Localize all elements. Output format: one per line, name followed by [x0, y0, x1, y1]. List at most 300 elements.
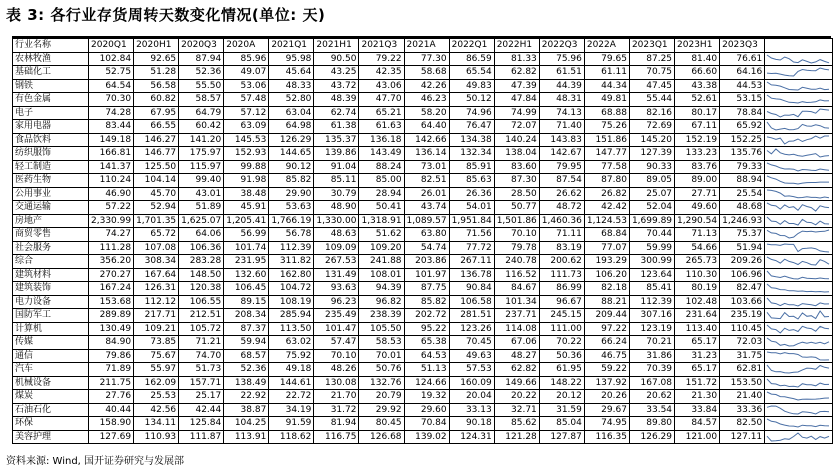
table-cell: 97.22: [584, 322, 629, 336]
table-cell: 86.99: [539, 282, 584, 296]
table-cell: 74.28: [89, 106, 134, 120]
industry-name: 食品饮料: [13, 133, 89, 147]
table-cell: 70.22: [539, 336, 584, 350]
table-cell: 83.76: [675, 160, 720, 174]
table-cell: 193.29: [584, 255, 629, 269]
sparkline-line: [767, 298, 829, 306]
sparkline-line: [767, 392, 829, 400]
table-cell: 141.37: [89, 160, 134, 174]
table-cell: 64.16: [720, 66, 765, 80]
table-cell: 85.41: [629, 282, 674, 296]
table-cell: 21.40: [720, 390, 765, 404]
table-cell: 1,501.86: [494, 214, 539, 228]
industry-name: 钢铁: [13, 79, 89, 93]
sparkline-cell: [765, 376, 833, 390]
table-cell: 136.18: [359, 133, 404, 147]
table-cell: 48.90: [314, 201, 359, 215]
table-cell: 52.04: [629, 201, 674, 215]
table-cell: 96.23: [314, 295, 359, 309]
table-cell: 245.15: [539, 309, 584, 323]
industry-name: 商贸零售: [13, 228, 89, 242]
table-cell: 33.36: [720, 403, 765, 417]
table-cell: 85.82: [404, 295, 449, 309]
table-cell: 43.74: [404, 201, 449, 215]
table-cell: 99.88: [224, 160, 269, 174]
sparkline-cell: [765, 282, 833, 296]
table-row: [13, 376, 833, 390]
table-cell: 110.30: [675, 268, 720, 282]
table-cell: 1,089.57: [404, 214, 449, 228]
table-cell: 240.78: [494, 255, 539, 269]
table-cell: 90.50: [314, 52, 359, 66]
table-cell: 82.18: [584, 282, 629, 296]
table-cell: 144.61: [269, 376, 314, 390]
table-cell: 137.92: [584, 376, 629, 390]
table-cell: 285.94: [269, 309, 314, 323]
table-cell: 28.94: [359, 187, 404, 201]
sparkline: [765, 134, 831, 146]
table-row: [13, 201, 833, 215]
table-cell: 265.73: [675, 255, 720, 269]
table-cell: 45.70: [134, 187, 179, 201]
table-cell: 93.63: [314, 282, 359, 296]
table-row: [13, 133, 833, 147]
table-cell: 77.30: [404, 52, 449, 66]
table-cell: 111.28: [89, 241, 134, 255]
table-cell: 143.49: [359, 147, 404, 161]
sparkline-line: [767, 244, 829, 252]
header-period: 2022Q3: [539, 39, 584, 53]
table-cell: 26.36: [449, 187, 494, 201]
table-cell: 58.53: [359, 336, 404, 350]
table-cell: 85.11: [314, 174, 359, 188]
sparkline-cell: [765, 174, 833, 188]
sparkline: [765, 296, 831, 308]
table-cell: 114.08: [494, 322, 539, 336]
sparkline-line: [767, 271, 829, 279]
table-cell: 111.87: [179, 430, 224, 444]
table-cell: 60.82: [134, 93, 179, 107]
sparkline-line: [767, 163, 829, 171]
table-cell: 65.72: [134, 228, 179, 242]
table-row: [13, 363, 833, 377]
source-note: 资料来源: Wind, 国开证券研究与发展部: [6, 456, 185, 467]
table-cell: 59.94: [224, 336, 269, 350]
table-cell: 22.92: [224, 390, 269, 404]
sparkline: [765, 269, 831, 281]
table-cell: 130.49: [89, 322, 134, 336]
table-cell: 1,205.41: [224, 214, 269, 228]
table-row: [13, 241, 833, 255]
table-cell: 96.67: [539, 295, 584, 309]
table-cell: 54.66: [675, 241, 720, 255]
table-cell: 64.53: [404, 349, 449, 363]
table-cell: 33.13: [449, 403, 494, 417]
table-cell: 42.44: [179, 403, 224, 417]
table-cell: 202.72: [404, 309, 449, 323]
table-cell: 74.99: [494, 106, 539, 120]
table-cell: 58.20: [404, 106, 449, 120]
table-cell: 81.94: [314, 417, 359, 431]
table-cell: 88.24: [359, 160, 404, 174]
table-cell: 138.04: [494, 147, 539, 161]
table-cell: 51.28: [134, 66, 179, 80]
table-cell: 167.08: [629, 376, 674, 390]
sparkline-line: [767, 95, 829, 103]
table-cell: 85.00: [359, 174, 404, 188]
table-cell: 50.77: [494, 201, 539, 215]
header-period: 2020H1: [134, 39, 179, 53]
table-cell: 75.67: [134, 349, 179, 363]
table-cell: 70.21: [629, 336, 674, 350]
table-row: [13, 268, 833, 282]
table-cell: 56.99: [224, 228, 269, 242]
header-period: 2020A: [224, 39, 269, 53]
table-cell: 62.74: [314, 106, 359, 120]
table-cell: 74.27: [89, 228, 134, 242]
header-period: 2021Q3: [359, 39, 404, 53]
table-cell: 99.40: [179, 174, 224, 188]
table-cell: 30.79: [314, 187, 359, 201]
table-row: [13, 187, 833, 201]
table-cell: 72.69: [629, 120, 674, 134]
table-cell: 167.24: [89, 282, 134, 296]
table-cell: 33.54: [629, 403, 674, 417]
table-cell: 126.29: [269, 133, 314, 147]
header-period: 2021Q1: [269, 39, 314, 53]
table-cell: 104.14: [134, 174, 179, 188]
industry-name: 交通运输: [13, 201, 89, 215]
sparkline-cell: [765, 147, 833, 161]
table-cell: 56.58: [134, 79, 179, 93]
sparkline-line: [767, 217, 829, 225]
table-cell: 127.11: [720, 430, 765, 444]
table-cell: 300.99: [629, 255, 674, 269]
table-cell: 212.51: [179, 309, 224, 323]
table-cell: 152.25: [720, 133, 765, 147]
sparkline: [765, 201, 831, 213]
table-cell: 50.12: [449, 93, 494, 107]
table-cell: 26.62: [539, 187, 584, 201]
table-cell: 60.42: [179, 120, 224, 134]
table-cell: 44.34: [584, 79, 629, 93]
table-cell: 139.86: [314, 147, 359, 161]
table-cell: 68.88: [584, 106, 629, 120]
table-cell: 115.97: [179, 160, 224, 174]
table-cell: 85.62: [494, 417, 539, 431]
table-cell: 111.00: [539, 322, 584, 336]
table-row: [13, 403, 833, 417]
industry-name: 综合: [13, 255, 89, 269]
table-cell: 84.67: [494, 282, 539, 296]
table-cell: 57.53: [449, 363, 494, 377]
sparkline: [765, 93, 831, 105]
table-cell: 116.52: [494, 268, 539, 282]
sparkline: [765, 80, 831, 92]
table-cell: 20.22: [494, 390, 539, 404]
sparkline-cell: [765, 79, 833, 93]
table-cell: 43.01: [179, 187, 224, 201]
table-cell: 142.66: [404, 133, 449, 147]
table-cell: 89.80: [629, 417, 674, 431]
table-cell: 48.31: [539, 93, 584, 107]
table-cell: 58.57: [179, 93, 224, 107]
table-row: [13, 93, 833, 107]
table-cell: 49.63: [449, 349, 494, 363]
table-cell: 77.58: [584, 160, 629, 174]
table-cell: 48.63: [314, 228, 359, 242]
table-cell: 1,124.53: [584, 214, 629, 228]
table-cell: 136.14: [404, 147, 449, 161]
table-cell: 48.39: [314, 93, 359, 107]
table-cell: 51.13: [404, 363, 449, 377]
table-cell: 63.02: [269, 336, 314, 350]
table-cell: 90.33: [629, 160, 674, 174]
table-cell: 112.39: [269, 241, 314, 255]
table-cell: 55.44: [629, 93, 674, 107]
sparkline-cell: [765, 295, 833, 309]
table-cell: 65.17: [675, 363, 720, 377]
sparkline-cell: [765, 430, 833, 444]
table-cell: 118.62: [269, 430, 314, 444]
table-cell: 101.34: [494, 295, 539, 309]
table-cell: 70.10: [314, 349, 359, 363]
sparkline-line: [767, 257, 829, 265]
table-cell: 121.28: [494, 430, 539, 444]
table-cell: 70.44: [629, 228, 674, 242]
table-cell: 126.29: [629, 430, 674, 444]
table-cell: 106.55: [179, 295, 224, 309]
sparkline-line: [767, 379, 829, 387]
table-cell: 101.47: [314, 322, 359, 336]
table-cell: 71.40: [539, 120, 584, 134]
table-cell: 45.91: [224, 201, 269, 215]
table-cell: 62.82: [494, 66, 539, 80]
table-cell: 109.21: [134, 322, 179, 336]
inventory-days-table: [12, 38, 833, 444]
sparkline-cell: [765, 403, 833, 417]
table-cell: 149.66: [494, 376, 539, 390]
table-cell: 63.80: [404, 228, 449, 242]
sparkline-cell: [765, 106, 833, 120]
table-cell: 77.72: [449, 241, 494, 255]
sparkline-cell: [765, 363, 833, 377]
table-cell: 209.26: [720, 255, 765, 269]
sparkline-line: [767, 82, 829, 90]
header-industry: 行业名称: [13, 39, 89, 53]
table-cell: 270.27: [89, 268, 134, 282]
table-cell: 21.30: [675, 390, 720, 404]
table-cell: 89.00: [675, 174, 720, 188]
table-cell: 106.58: [449, 295, 494, 309]
table-cell: 106.45: [224, 282, 269, 296]
table-row: [13, 79, 833, 93]
table-cell: 26.01: [404, 187, 449, 201]
table-cell: 110.93: [134, 430, 179, 444]
table-cell: 92.65: [134, 52, 179, 66]
table-cell: 52.36: [224, 363, 269, 377]
industry-name: 医药生物: [13, 174, 89, 188]
table-cell: 31.59: [539, 403, 584, 417]
table-cell: 157.71: [179, 376, 224, 390]
sparkline: [765, 255, 831, 267]
sparkline: [765, 336, 831, 348]
table-cell: 52.61: [675, 93, 720, 107]
table-cell: 136.78: [449, 268, 494, 282]
industry-name: 农林牧渔: [13, 52, 89, 66]
sparkline: [765, 282, 831, 294]
table-cell: 127.39: [629, 147, 674, 161]
table-cell: 200.62: [539, 255, 584, 269]
table-cell: 126.31: [134, 282, 179, 296]
table-row: [13, 147, 833, 161]
sparkline: [765, 431, 831, 443]
table-cell: 21.70: [314, 390, 359, 404]
table-cell: 1,951.84: [449, 214, 494, 228]
table-cell: 51.94: [720, 241, 765, 255]
table-cell: 101.97: [404, 268, 449, 282]
sparkline: [765, 242, 831, 254]
table-cell: 67.11: [675, 120, 720, 134]
sparkline-cell: [765, 120, 833, 134]
header-period: 2021A: [404, 39, 449, 53]
table-cell: 64.06: [179, 228, 224, 242]
table-cell: 125.84: [179, 417, 224, 431]
industry-name: 有色金属: [13, 93, 89, 107]
table-cell: 158.90: [89, 417, 134, 431]
table-cell: 49.81: [584, 93, 629, 107]
sparkline-line: [767, 365, 829, 373]
table-cell: 70.75: [629, 66, 674, 80]
table-cell: 76.61: [720, 52, 765, 66]
table-cell: 87.75: [404, 282, 449, 296]
table-cell: 96.82: [359, 295, 404, 309]
sparkline-line: [767, 176, 829, 184]
table-cell: 142.67: [539, 147, 584, 161]
table-cell: 65.21: [359, 106, 404, 120]
table-cell: 53.15: [720, 93, 765, 107]
sparkline-cell: [765, 268, 833, 282]
table-cell: 71.89: [89, 363, 134, 377]
table-row: [13, 322, 833, 336]
table-cell: 231.95: [224, 255, 269, 269]
table-cell: 140.24: [494, 133, 539, 147]
table-cell: 26.82: [584, 187, 629, 201]
table-cell: 135.76: [720, 147, 765, 161]
table-cell: 123.26: [449, 322, 494, 336]
table-cell: 113.50: [269, 322, 314, 336]
table-cell: 85.91: [449, 160, 494, 174]
sparkline-line: [767, 433, 829, 441]
table-row: [13, 106, 833, 120]
table-cell: 42.35: [359, 66, 404, 80]
table-cell: 72.03: [720, 336, 765, 350]
table-cell: 78.84: [720, 106, 765, 120]
table-cell: 106.20: [584, 268, 629, 282]
table-cell: 65.92: [720, 120, 765, 134]
table-cell: 49.60: [675, 201, 720, 215]
table-cell: 55.50: [179, 79, 224, 93]
sparkline-line: [767, 122, 829, 130]
table-cell: 79.33: [720, 160, 765, 174]
table-cell: 1,330.00: [314, 214, 359, 228]
table-row: [13, 336, 833, 350]
table-cell: 51.89: [179, 201, 224, 215]
sparkline-line: [767, 338, 829, 346]
industry-name: 社会服务: [13, 241, 89, 255]
table-cell: 132.34: [449, 147, 494, 161]
table-cell: 132.76: [359, 376, 404, 390]
table-cell: 109.20: [359, 241, 404, 255]
table-cell: 143.83: [539, 133, 584, 147]
industry-name: 计算机: [13, 322, 89, 336]
industry-name: 电力设备: [13, 295, 89, 309]
table-cell: 80.17: [675, 106, 720, 120]
table-cell: 50.41: [359, 201, 404, 215]
table-cell: 83.19: [539, 241, 584, 255]
table-row: [13, 282, 833, 296]
table-cell: 43.38: [675, 79, 720, 93]
table-cell: 308.34: [134, 255, 179, 269]
table-cell: 57.12: [224, 106, 269, 120]
sparkline: [765, 323, 831, 335]
table-row: [13, 295, 833, 309]
table-cell: 61.51: [539, 66, 584, 80]
table-row: [13, 430, 833, 444]
table-cell: 141.20: [179, 133, 224, 147]
table-cell: 85.96: [224, 52, 269, 66]
table-cell: 267.11: [449, 255, 494, 269]
table-cell: 167.64: [134, 268, 179, 282]
table-cell: 175.97: [179, 147, 224, 161]
table-cell: 203.86: [404, 255, 449, 269]
table-cell: 70.84: [404, 417, 449, 431]
table-cell: 148.50: [179, 268, 224, 282]
table-cell: 83.60: [494, 160, 539, 174]
table-row: [13, 174, 833, 188]
table-cell: 89.15: [224, 295, 269, 309]
table-cell: 25.07: [629, 187, 674, 201]
sparkline-cell: [765, 241, 833, 255]
sparkline: [765, 363, 831, 375]
table-cell: 208.34: [224, 309, 269, 323]
table-cell: 1,318.91: [359, 214, 404, 228]
table-cell: 79.95: [539, 160, 584, 174]
table-cell: 90.18: [449, 417, 494, 431]
sparkline: [765, 377, 831, 389]
table-cell: 57.22: [89, 201, 134, 215]
table-cell: 84.90: [89, 336, 134, 350]
table-cell: 102.48: [675, 295, 720, 309]
table-cell: 67.06: [494, 336, 539, 350]
sparkline-cell: [765, 255, 833, 269]
table-cell: 65.17: [675, 336, 720, 350]
table-cell: 53.63: [269, 201, 314, 215]
table-cell: 116.75: [314, 430, 359, 444]
table-cell: 77.07: [584, 241, 629, 255]
table-cell: 281.51: [449, 309, 494, 323]
table-cell: 29.90: [269, 187, 314, 201]
table-cell: 49.07: [224, 66, 269, 80]
table-cell: 138.49: [224, 376, 269, 390]
table-cell: 153.68: [89, 295, 134, 309]
header-period: 2022H1: [494, 39, 539, 53]
table-cell: 110.24: [89, 174, 134, 188]
sparkline-line: [767, 190, 829, 198]
table-cell: 61.95: [539, 363, 584, 377]
table-cell: 162.80: [269, 268, 314, 282]
industry-name: 石油石化: [13, 403, 89, 417]
